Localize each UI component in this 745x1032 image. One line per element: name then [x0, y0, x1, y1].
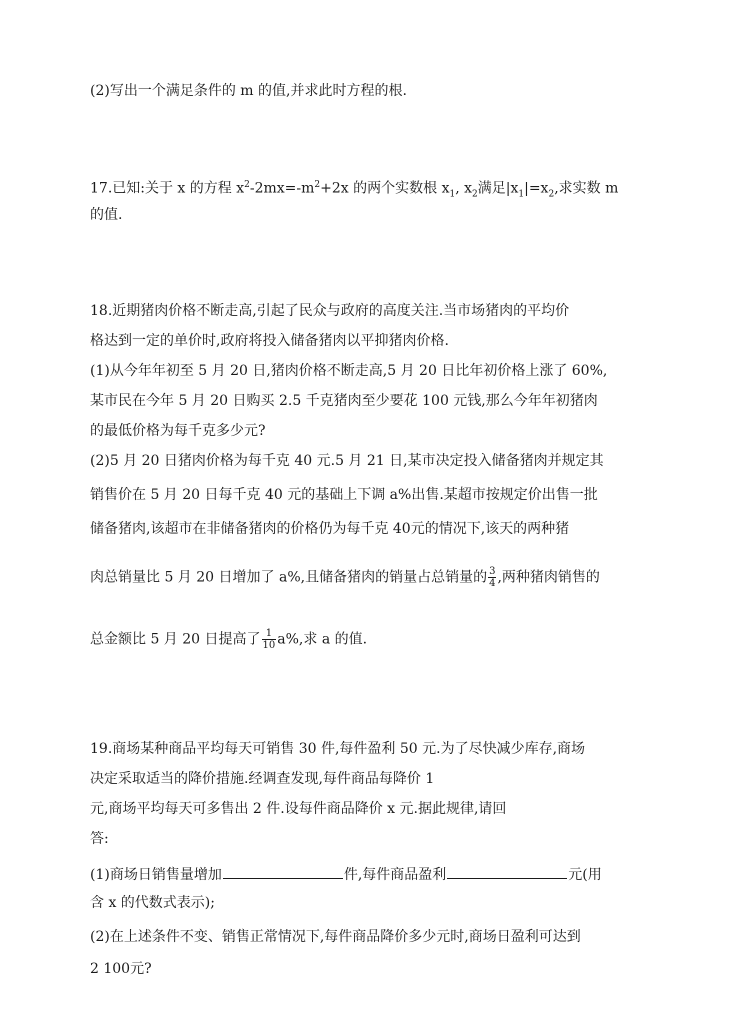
- q19-line8: 2 100元?: [90, 961, 152, 977]
- fraction-denominator: 4: [489, 578, 496, 589]
- q17-text-e: 满足|x: [477, 180, 519, 197]
- q17-sub-1: 1: [449, 189, 456, 200]
- q19-line2: 决定采取适当的降价措施.经调查发现,每件商品每降价 1: [90, 771, 435, 787]
- q17-sub-3: 1: [518, 189, 525, 200]
- q19-line7: (2)在上述条件不变、销售正常情况下,每件商品降价多少元时,商场日盈利可达到: [90, 929, 581, 945]
- q18-line6: (2)5 月 20 日猪肉价格为每千克 40 元.5 月 21 日,某市决定投入储备猪肉并规定其: [90, 453, 604, 469]
- q19-line4: 答:: [90, 831, 109, 847]
- q17-text-c: +2x 的两个实数根 x: [320, 180, 450, 197]
- q18-line4: 某市民在今年 5 月 20 日购买 2.5 千克猪肉至少要花 100 元钱,那么今年年初猪肉: [90, 393, 598, 409]
- q18-line10: [90, 628, 367, 651]
- q18-line9-text-a: 肉总销量比 5 月 20 日增加了 a%,且储备猪肉的销量占总销量的: [90, 569, 488, 586]
- q18-line5: 的最低价格为每千克多少元?: [90, 423, 266, 439]
- fraction-three-quarters: [488, 566, 496, 589]
- q17-sub-2: 2: [472, 189, 478, 200]
- q19-line5: [90, 864, 602, 884]
- fraction-one-tenth: [262, 628, 277, 651]
- q18-line9-text-b: ,两种猪肉销售的: [497, 569, 600, 586]
- q18-line9: [90, 566, 600, 589]
- q16-part2: (2)写出一个满足条件的 m 的值,并求此时方程的根.: [90, 83, 407, 99]
- q17-text-b: -2mx=-m: [249, 180, 315, 197]
- fraction-numerator: 3: [489, 566, 496, 577]
- q17-sup-a: 2: [244, 180, 250, 190]
- fraction-denominator: 10: [262, 640, 276, 651]
- q19-line3: 元,商场平均每天可多售出 2 件.设每件商品降价 x 元.据此规律,请回: [90, 801, 507, 817]
- q18-line10-text-a: 总金额比 5 月 20 日提高了: [90, 631, 261, 648]
- q19-line5-text-b: 件,每件商品盈利: [343, 867, 447, 883]
- q18-line1: 18.近期猪肉价格不断走高,引起了民众与政府的高度关注.当市场猪肉的平均价: [90, 303, 570, 319]
- q17-text-a: 17.已知:关于 x 的方程 x: [90, 180, 245, 197]
- q18-line8: 储备猪肉,该超市在非储备猪肉的价格仍为每千克 40元的情况下,该天的两种猪: [90, 521, 570, 537]
- q19-line1: 19.商场某种商品平均每天可销售 30 件,每件盈利 50 元.为了尽快减少库存,商场: [90, 741, 586, 757]
- answer-blank-1[interactable]: [223, 864, 343, 879]
- q18-line2: 格达到一定的单价时,政府将投入储备猪肉以平抑猪肉价格.: [90, 333, 449, 349]
- q19-line5-text-c: 元(用: [568, 867, 602, 883]
- q17-sub-4: 2: [548, 189, 555, 200]
- q17-line2: 的值.: [90, 207, 123, 223]
- q18-line10-text-b: a%,求 a 的值.: [277, 631, 368, 648]
- answer-blank-2[interactable]: [447, 864, 567, 879]
- q17-text-f: |=x: [524, 180, 549, 197]
- q17-sup-b: 2: [314, 180, 321, 190]
- q17-line1: [90, 176, 618, 203]
- q18-line7: 销售价在 5 月 20 日每千克 40 元的基础上下调 a%出售.某超市按规定价出售一批: [90, 487, 598, 503]
- q19-line5-text-a: (1)商场日销售量增加: [90, 867, 222, 883]
- fraction-numerator: 1: [262, 628, 277, 640]
- q18-line3: (1)从今年年初至 5 月 20 日,猪肉价格不断走高,5 月 20 日比年初价格上涨了 60%,: [90, 363, 608, 379]
- q17-text-d: , x: [455, 180, 473, 197]
- q17-text-g: ,求实数 m: [554, 180, 619, 197]
- q19-line6: 含 x 的代数式表示);: [90, 895, 215, 911]
